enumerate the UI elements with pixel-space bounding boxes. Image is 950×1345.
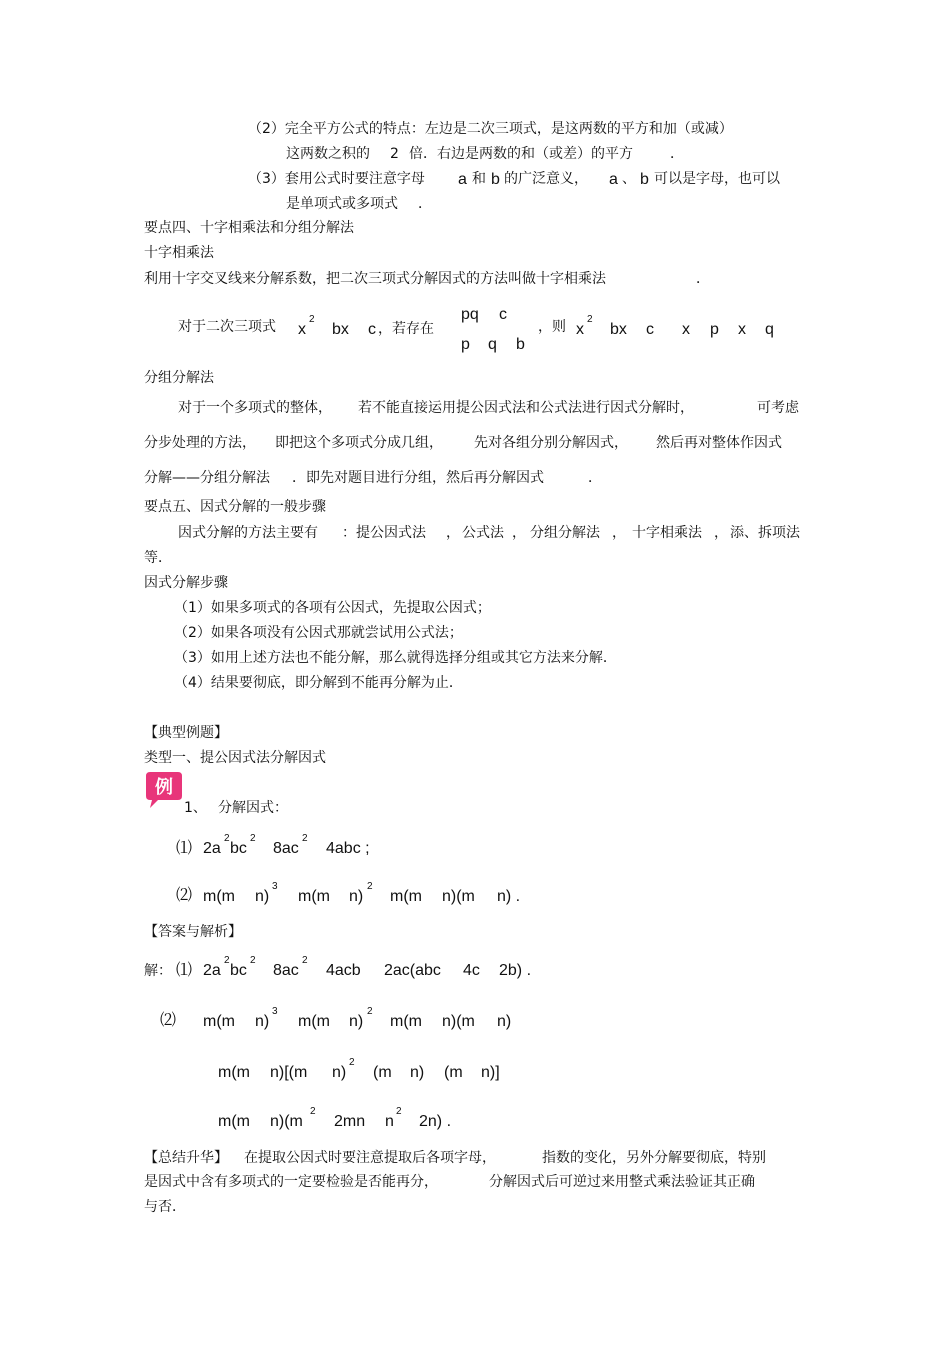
math-term: m(m <box>390 1013 422 1030</box>
text-line: 解： <box>144 963 172 979</box>
text-line: 分组分解法 <box>530 525 600 541</box>
math-term: 4abc ; <box>326 840 370 857</box>
math-term: n) <box>410 1064 425 1081</box>
math-term: n)(m <box>442 888 475 905</box>
math-exponent: 2 <box>310 1106 316 1117</box>
math-exponent: 3 <box>272 1006 278 1017</box>
text-line: 与否． <box>144 1199 186 1215</box>
text-line: 和 <box>472 171 486 187</box>
text-line: 是因式中含有多项式的一定要检验是否能再分， <box>144 1174 438 1190</box>
subheading: 类型一、提公因式法分解因式 <box>144 750 326 766</box>
text-line: 倍．右边是两数的和（或差）的平方 <box>409 146 633 162</box>
math-term: m(m <box>218 1113 250 1130</box>
math-var: a <box>609 171 618 188</box>
math-var: c <box>646 321 654 338</box>
math-term: 2a <box>203 962 221 979</box>
math-term: 8ac <box>273 962 299 979</box>
text-line: 指数的变化，另外分解要彻底，特别 <box>542 1150 766 1166</box>
math-var: bx <box>332 321 349 338</box>
math-term: 2a <box>203 840 221 857</box>
text-line: 对于二次三项式 <box>178 319 276 335</box>
math-var: bx <box>610 321 627 338</box>
math-term: n)(m <box>442 1013 475 1030</box>
text-line: 因式分解的方法主要有 <box>178 525 318 541</box>
math-label: ⑴ <box>176 962 193 979</box>
math-term: n) <box>349 1013 364 1030</box>
math-term: n) <box>255 1013 270 1030</box>
math-var: a <box>458 171 467 188</box>
text-line: （3）套用公式时要注意字母 <box>248 171 425 187</box>
math-exponent: 2 <box>224 833 230 844</box>
text-line: 公式法 <box>462 525 504 541</box>
math-term: m(m <box>298 1013 330 1030</box>
math-var: pq <box>461 306 479 323</box>
text-line: 可考虑 <box>757 400 799 416</box>
subheading: 分组分解法 <box>144 370 214 386</box>
text-line: ， <box>612 525 626 541</box>
math-var: x <box>682 321 690 338</box>
math-exponent: 2 <box>302 833 308 844</box>
math-term: n) . <box>497 888 521 905</box>
math-exponent: 3 <box>272 881 278 892</box>
math-exponent: 2 <box>367 1006 373 1017</box>
math-exponent: 2 <box>224 955 230 966</box>
math-term: n)(m <box>270 1113 303 1130</box>
math-term: n) <box>497 1013 512 1030</box>
badge-glyph: 例 <box>155 777 173 798</box>
math-term: 8ac <box>273 840 299 857</box>
math-exponent: 2 <box>367 881 373 892</box>
math-term: m(m <box>203 1013 235 1030</box>
text-line: 2 <box>390 146 399 162</box>
math-var: b <box>491 171 500 188</box>
math-exponent: 2 <box>302 955 308 966</box>
text-line: 分步处理的方法， <box>144 435 256 451</box>
text-line: 分解——分组分解法 <box>144 470 270 486</box>
text-line: 等． <box>144 550 172 566</box>
text-line: 对于一个多项式的整体， <box>178 400 332 416</box>
text-line: ． <box>418 196 432 212</box>
math-term: n) <box>255 888 270 905</box>
math-term: n) <box>332 1064 347 1081</box>
list-item: （3）如用上述方法也不能分解，那么就得选择分组或其它方法来分解． <box>174 650 617 666</box>
list-item: （2）如果各项没有公因式那就尝试用公式法； <box>174 625 463 641</box>
text-line: ：提公因式法 <box>342 525 426 541</box>
text-line: 、 <box>622 171 636 187</box>
text-line: 添、拆项法 <box>730 525 800 541</box>
math-term: n)] <box>481 1064 500 1081</box>
math-var: p <box>461 336 470 353</box>
text-line: ， <box>714 525 728 541</box>
section-heading: 要点五、因式分解的一般步骤 <box>144 499 326 515</box>
math-term: n <box>385 1113 394 1130</box>
text-line: ，则 <box>538 319 566 335</box>
example-number: 1、 <box>184 800 207 816</box>
math-term: 4acb <box>326 962 361 979</box>
math-exponent: 2 <box>349 1057 355 1068</box>
math-term: 2n) . <box>419 1113 452 1130</box>
math-term: m(m <box>390 888 422 905</box>
text-line: ． <box>696 271 710 287</box>
math-var: b <box>640 171 649 188</box>
text-line: 十字相乘法 <box>632 525 702 541</box>
math-exponent: 2 <box>309 314 315 325</box>
math-term: m(m <box>218 1064 250 1081</box>
subheading: 十字相乘法 <box>144 245 214 261</box>
text-line: 可以是字母，也可以 <box>654 171 780 187</box>
math-term: m(m <box>298 888 330 905</box>
list-item: （1）如果多项式的各项有公因式，先提取公因式； <box>174 600 491 616</box>
math-term: n) <box>349 888 364 905</box>
text-line: ．即先对题目进行分组，然后再分解因式 <box>292 470 544 486</box>
text-line: ， <box>512 525 526 541</box>
math-term: n)[(m <box>270 1064 308 1081</box>
text-line: ． <box>588 470 602 486</box>
text-line: 在提取公因式时要注意提取后各项字母， <box>244 1150 496 1166</box>
text-line: 先对各组分别分解因式， <box>474 435 628 451</box>
math-term: 2mn <box>334 1113 366 1130</box>
math-label: ⑵ <box>176 887 193 904</box>
section-heading: 【总结升华】 <box>144 1150 228 1166</box>
math-term: 2b) . <box>499 962 532 979</box>
math-term: bc <box>230 840 247 857</box>
math-exponent: 2 <box>250 955 256 966</box>
math-exponent: 2 <box>250 833 256 844</box>
text-line: 分解因式后可逆过来用整式乘法验证其正确 <box>489 1174 755 1190</box>
text-line: （2）完全平方公式的特点：左边是二次三项式，是这两数的平方和加（或减） <box>248 121 733 137</box>
text-line: 是单项式或多项式 <box>286 196 398 212</box>
text-line: ． <box>670 146 684 162</box>
math-term: m(m <box>203 888 235 905</box>
math-var: x <box>576 321 584 338</box>
subheading: 因式分解步骤 <box>144 575 228 591</box>
math-var: b <box>516 336 525 353</box>
example-badge-icon <box>144 770 184 812</box>
math-var: c <box>368 321 376 338</box>
list-item: （4）结果要彻底，即分解到不能再分解为止． <box>174 675 463 691</box>
text-line: 然后再对整体作因式 <box>656 435 782 451</box>
math-term: (m <box>444 1064 463 1081</box>
math-term: (m <box>373 1064 392 1081</box>
math-exponent: 2 <box>396 1106 402 1117</box>
math-exponent: 2 <box>587 314 593 325</box>
section-heading: 【典型例题】 <box>144 725 228 741</box>
text-line: ， <box>446 525 460 541</box>
text-line: 的广泛意义， <box>504 171 588 187</box>
math-var: x <box>298 321 306 338</box>
math-var: c <box>499 306 507 323</box>
math-term: 2ac(abc <box>384 962 441 979</box>
text-line: ，若存在 <box>378 321 434 337</box>
section-heading: 要点四、十字相乘法和分组分解法 <box>144 220 354 236</box>
math-term: 4c <box>463 962 480 979</box>
math-term: bc <box>230 962 247 979</box>
math-var: q <box>488 336 497 353</box>
text-line: 即把这个多项式分成几组， <box>275 435 443 451</box>
math-label: ⑵ <box>160 1012 177 1029</box>
math-label: ⑴ <box>176 840 193 857</box>
section-heading: 【答案与解析】 <box>144 924 242 940</box>
text-line: 分解因式： <box>218 800 288 816</box>
math-var: p <box>710 321 719 338</box>
math-var: x <box>738 321 746 338</box>
math-var: q <box>765 321 774 338</box>
text-line: 这两数之积的 <box>286 146 370 162</box>
text-line: 若不能直接运用提公因式法和公式法进行因式分解时， <box>358 400 694 416</box>
text-line: 利用十字交叉线来分解系数，把二次三项式分解因式的方法叫做十字相乘法 <box>144 271 606 287</box>
